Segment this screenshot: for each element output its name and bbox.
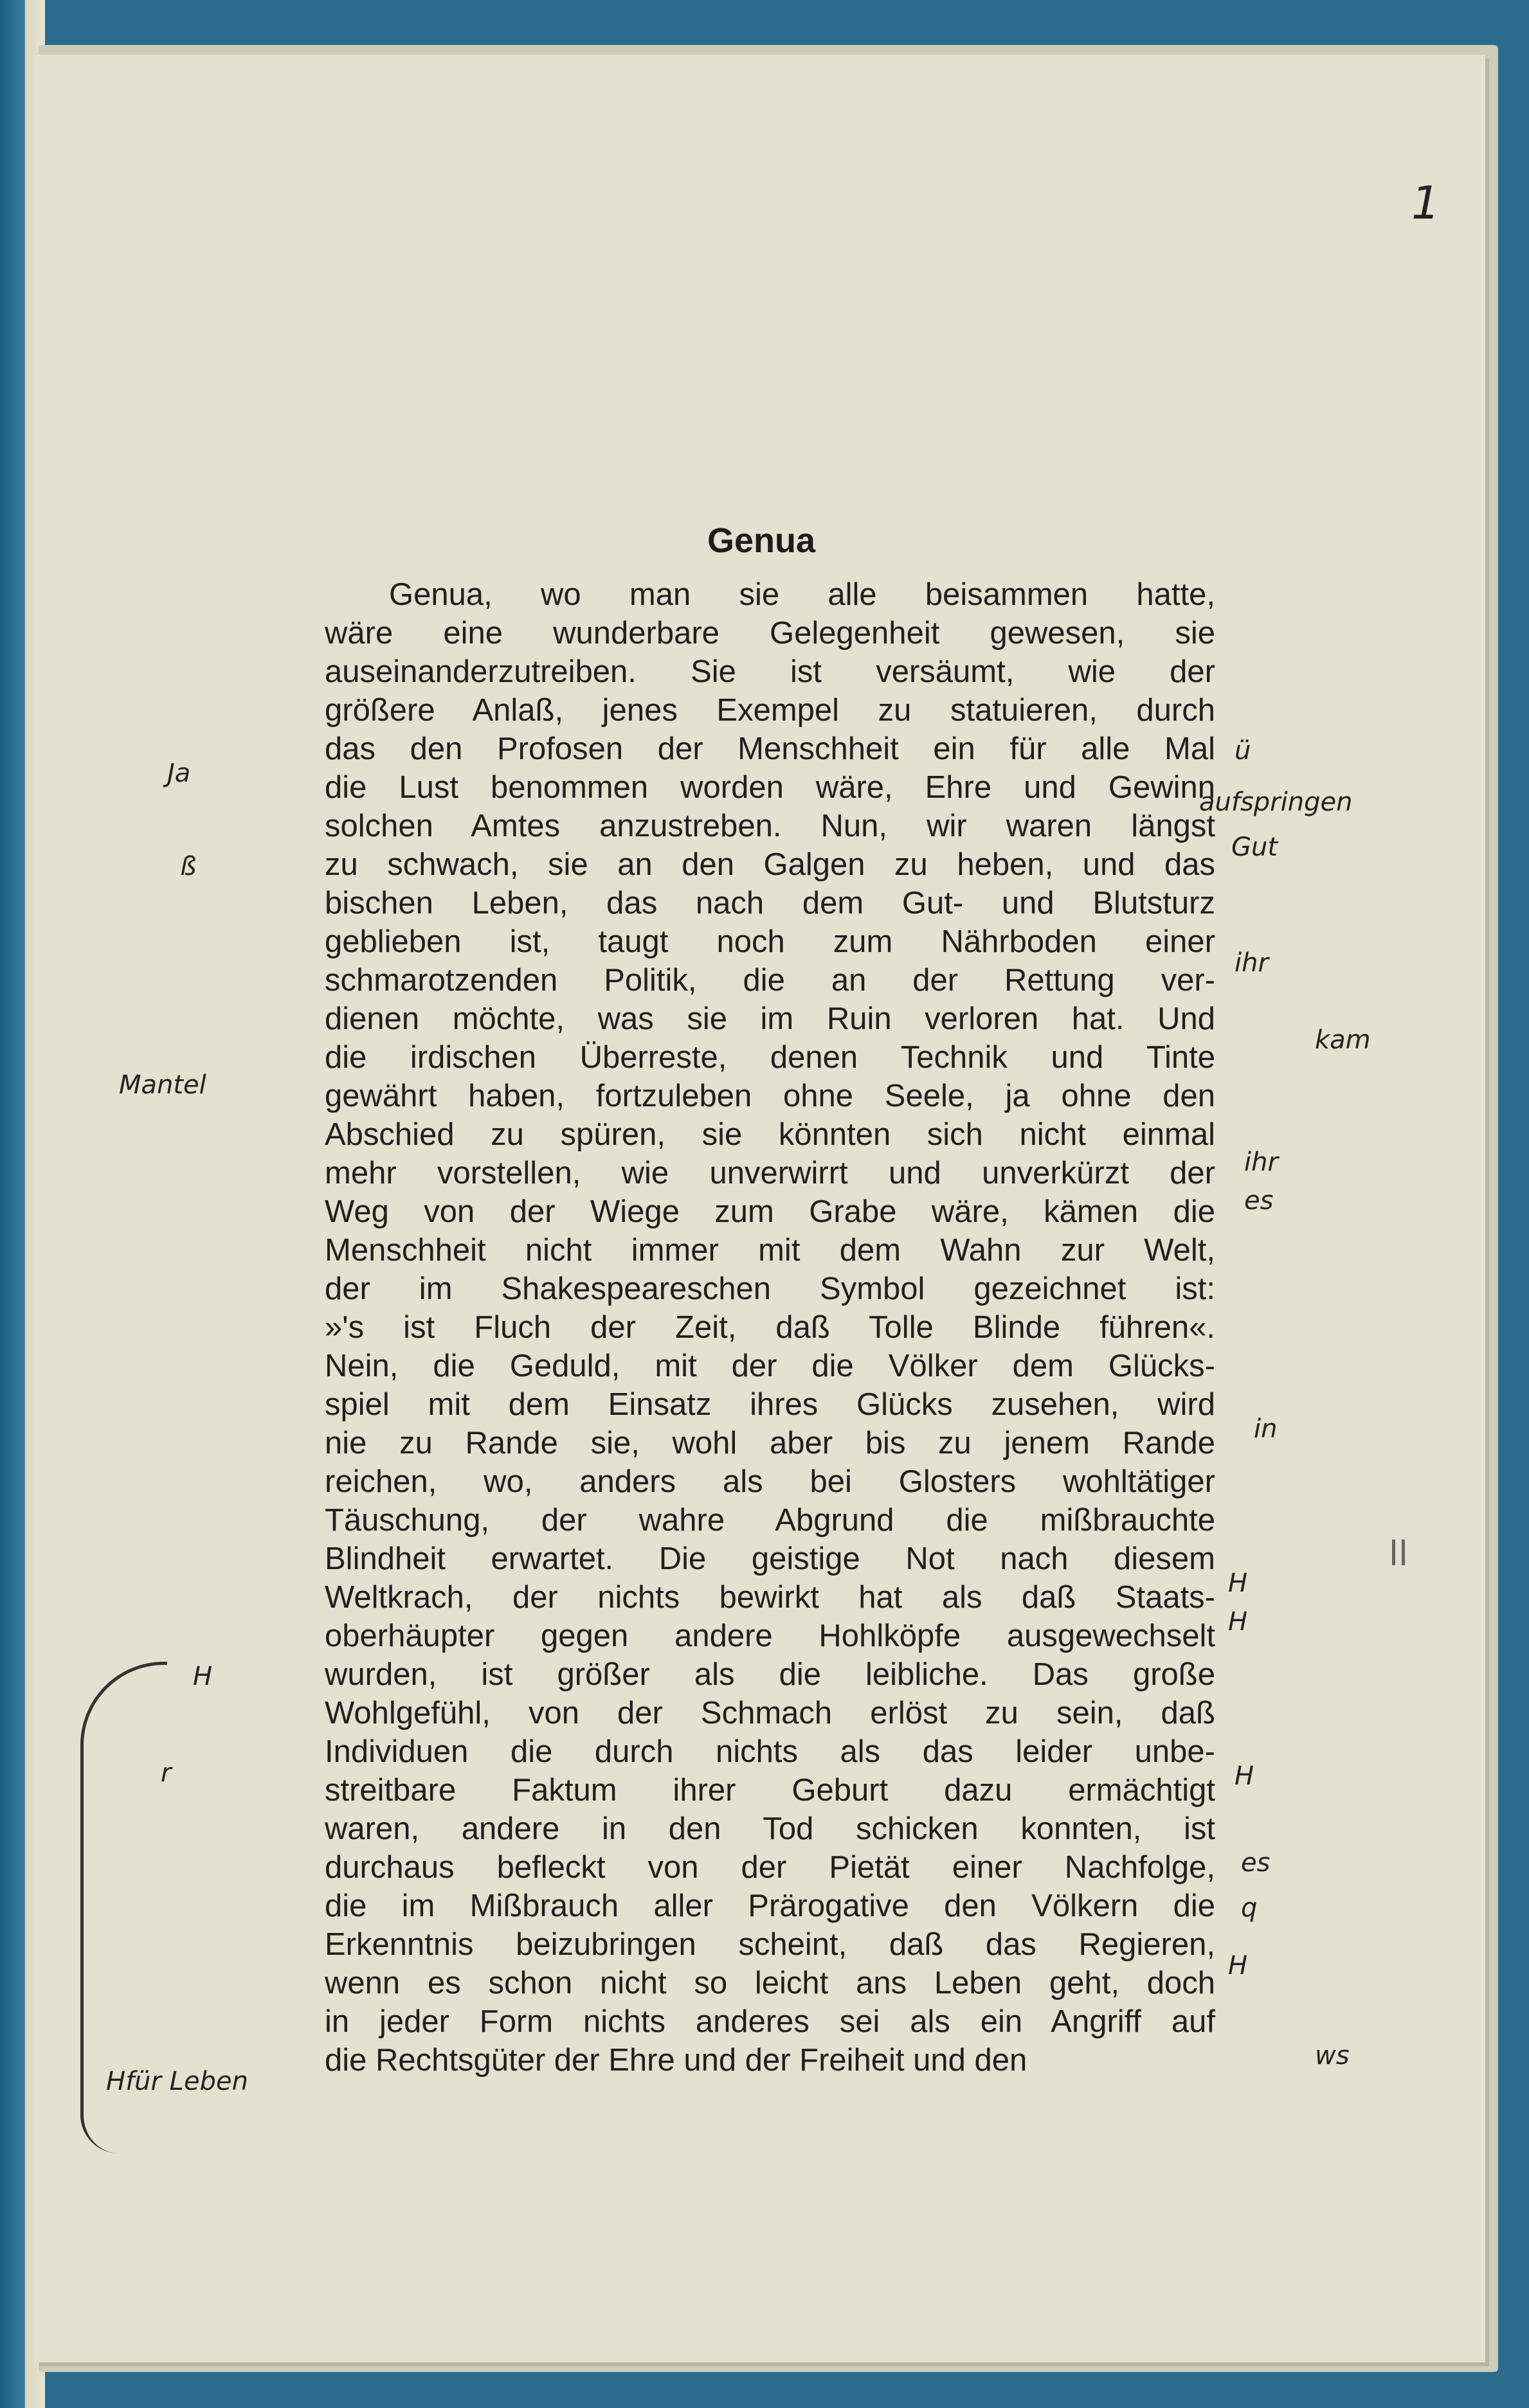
text-line: Blindheit erwartet. Die geistige Not nach diesem bbox=[325, 1541, 1215, 1576]
text-line: dienen möchte, was sie im Ruin verloren hat. Und bbox=[325, 1002, 1215, 1036]
text-line: die Rechtsgüter der Ehre und der Freiheit und den bbox=[325, 2043, 1027, 2078]
page-number: 1 bbox=[1411, 177, 1440, 229]
margin-note-right: aufspringen bbox=[1199, 787, 1353, 817]
margin-note-right: ü bbox=[1235, 736, 1251, 766]
margin-note-left: ß bbox=[180, 852, 197, 881]
margin-note-right: q bbox=[1241, 1893, 1258, 1923]
text-line: gewährt haben, fortzuleben ohne Seele, ja ohne den bbox=[325, 1079, 1215, 1113]
text-line: zu schwach, sie an den Galgen zu heben, und das bbox=[325, 847, 1215, 882]
text-line: streitbare Faktum ihrer Geburt dazu ermächtigt bbox=[325, 1773, 1215, 1808]
text-line: mehr vorstellen, wie unverwirrt und unverkürzt der bbox=[325, 1156, 1215, 1191]
text-line: das den Profosen der Menschheit ein für alle Mal bbox=[325, 732, 1215, 766]
text-line: durchaus befleckt von der Pietät einer Nachfolge, bbox=[325, 1850, 1215, 1885]
margin-note-right: H bbox=[1228, 1951, 1248, 1981]
margin-note-left: Mantel bbox=[119, 1070, 206, 1100]
margin-note-left: H bbox=[193, 1662, 213, 1691]
stray-mark bbox=[1402, 1540, 1405, 1565]
text-line: schmarotzenden Politik, die an der Rettung ver- bbox=[325, 963, 1215, 998]
margin-note-right: ws bbox=[1315, 2041, 1350, 2071]
text-line: wenn es schon nicht so leicht ans Leben geht, doch bbox=[325, 1966, 1215, 2000]
text-line: die irdischen Überreste, denen Technik und Tinte bbox=[325, 1040, 1215, 1075]
margin-note-right: kam bbox=[1315, 1025, 1371, 1055]
page-title: Genua bbox=[707, 521, 816, 560]
margin-note-right: H bbox=[1235, 1761, 1254, 1791]
text-line: Erkenntnis beizubringen scheint, daß das Regieren, bbox=[325, 1927, 1215, 1962]
text-line: reichen, wo, anders als bei Glosters wohltätiger bbox=[325, 1464, 1215, 1499]
text-line: Nein, die Geduld, mit der die Völker dem Glücks- bbox=[325, 1349, 1215, 1383]
margin-note-right: H bbox=[1228, 1568, 1248, 1598]
document-page bbox=[35, 55, 1485, 2362]
margin-note-right: es bbox=[1244, 1186, 1274, 1216]
text-line: größere Anlaß, jenes Exempel zu statuieren, durch bbox=[325, 693, 1215, 728]
margin-note-right: in bbox=[1254, 1414, 1278, 1444]
text-line: Genua, wo man sie alle beisammen hatte, bbox=[389, 577, 1215, 612]
text-line: Abschied zu spüren, sie könnten sich nicht einmal bbox=[325, 1117, 1215, 1152]
margin-note-right: ihr bbox=[1244, 1147, 1278, 1177]
text-line: wäre eine wunderbare Gelegenheit gewesen, sie bbox=[325, 616, 1215, 651]
text-line: »'s ist Fluch der Zeit, daß Tolle Blinde führen«. bbox=[325, 1310, 1215, 1345]
text-line: wurden, ist größer als die leibliche. Das große bbox=[325, 1657, 1215, 1692]
text-line: auseinanderzutreiben. Sie ist versäumt, wie der bbox=[325, 654, 1215, 689]
text-line: in jeder Form nichts anderes sei als ein Angriff auf bbox=[325, 2004, 1215, 2039]
text-line: bischen Leben, das nach dem Gut- und Blutsturz bbox=[325, 886, 1215, 921]
text-line: oberhäupter gegen andere Hohlköpfe ausgewechselt bbox=[325, 1619, 1215, 1653]
text-line: waren, andere in den Tod schicken konnten, ist bbox=[325, 1811, 1215, 1846]
text-line: solchen Amtes anzustreben. Nun, wir waren längst bbox=[325, 809, 1215, 843]
text-line: Täuschung, der wahre Abgrund die mißbrauchte bbox=[325, 1503, 1215, 1538]
text-line: die im Mißbrauch aller Prärogative den Völkern die bbox=[325, 1889, 1215, 1923]
margin-note-right: ihr bbox=[1235, 948, 1269, 978]
margin-note-left: Ja bbox=[167, 759, 191, 788]
text-line: nie zu Rande sie, wohl aber bis zu jenem Rande bbox=[325, 1426, 1215, 1460]
text-line: die Lust benommen worden wäre, Ehre und Gewinn bbox=[325, 770, 1215, 805]
text-line: spiel mit dem Einsatz ihres Glücks zusehen, wird bbox=[325, 1387, 1215, 1422]
body-text bbox=[325, 575, 1215, 2080]
text-line: Weltkrach, der nichts bewirkt hat als daß Staats- bbox=[325, 1580, 1215, 1615]
text-line: Wohlgefühl, von der Schmach erlöst zu sein, daß bbox=[325, 1696, 1215, 1730]
margin-note-right: es bbox=[1241, 1848, 1271, 1878]
text-line: geblieben ist, taugt noch zum Nährboden einer bbox=[325, 924, 1215, 959]
text-line: der im Shakespeareschen Symbol gezeichnet ist: bbox=[325, 1271, 1215, 1306]
text-line: Menschheit nicht immer mit dem Wahn zur Welt, bbox=[325, 1233, 1215, 1268]
margin-note-left: r bbox=[161, 1758, 172, 1788]
text-line: Individuen die durch nichts als das leider unbe- bbox=[325, 1734, 1215, 1769]
margin-note-left: Hfür Leben bbox=[106, 2067, 248, 2096]
margin-note-right: H bbox=[1228, 1607, 1248, 1637]
text-line: Weg von der Wiege zum Grabe wäre, kämen die bbox=[325, 1194, 1215, 1229]
stray-mark bbox=[1392, 1540, 1395, 1565]
margin-note-right: Gut bbox=[1231, 832, 1278, 862]
